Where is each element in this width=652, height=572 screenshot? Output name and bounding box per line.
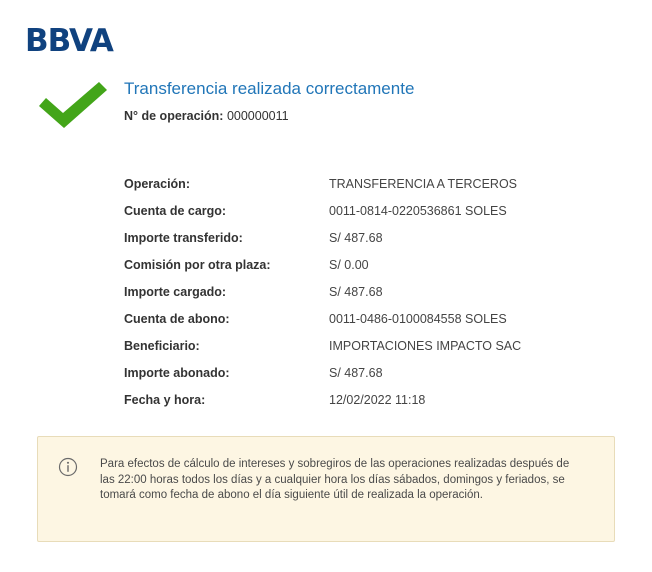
table-row: [124, 230, 594, 257]
detail-label: Importe abonado:: [124, 366, 230, 380]
detail-label: Cuenta de abono:: [124, 312, 230, 326]
table-row: [124, 365, 594, 392]
detail-label: Fecha y hora:: [124, 393, 206, 407]
detail-value: S/ 487.68: [329, 366, 383, 380]
detail-value: TRANSFERENCIA A TERCEROS: [329, 177, 518, 191]
table-row: [124, 284, 594, 311]
operation-number-label: N° de operación:: [124, 109, 224, 123]
detail-value: 0011-0814-0220536861 SOLES: [329, 204, 507, 218]
check-icon: [36, 80, 110, 132]
detail-label: Cuenta de cargo:: [124, 204, 227, 218]
info-notice-text: Para efectos de cálculo de intereses y sobregiros de las operaciones realizadas después de las 22:00 horas todos los días y a cualquier hora los días sábados, domingos y feriados, se tomará como fecha de abono el día siguiente útil de realizada la operación.: [100, 458, 570, 501]
table-row: [124, 311, 594, 338]
bbva-logo: BBVA: [25, 23, 113, 59]
detail-label: Importe cargado:: [124, 285, 227, 299]
detail-value: 0011-0486-0100084558 SOLES: [329, 312, 507, 326]
detail-label: Operación:: [124, 177, 190, 191]
table-row: [124, 257, 594, 284]
transfer-details-table: [124, 176, 594, 419]
detail-value: IMPORTACIONES IMPACTO SAC: [329, 339, 522, 353]
detail-label: Beneficiario:: [124, 339, 200, 353]
success-header: [36, 78, 616, 138]
table-row: [124, 176, 594, 203]
detail-value: S/ 487.68: [329, 285, 383, 299]
detail-value: 12/02/2022 11:18: [329, 393, 426, 407]
detail-label: Comisión por otra plaza:: [124, 258, 271, 272]
table-row: [124, 392, 594, 419]
detail-label: Importe transferido:: [124, 231, 243, 245]
info-icon: [58, 457, 78, 477]
detail-value: S/ 0.00: [329, 258, 369, 272]
operation-number-line: [124, 108, 414, 124]
success-text-block: [124, 78, 414, 124]
info-notice: [37, 436, 615, 542]
page-title: Transferencia realizada correctamente: [124, 79, 415, 98]
operation-number-value: 000000011: [226, 109, 289, 123]
table-row: [124, 338, 594, 365]
detail-value: S/ 487.68: [329, 231, 383, 245]
table-row: [124, 203, 594, 230]
